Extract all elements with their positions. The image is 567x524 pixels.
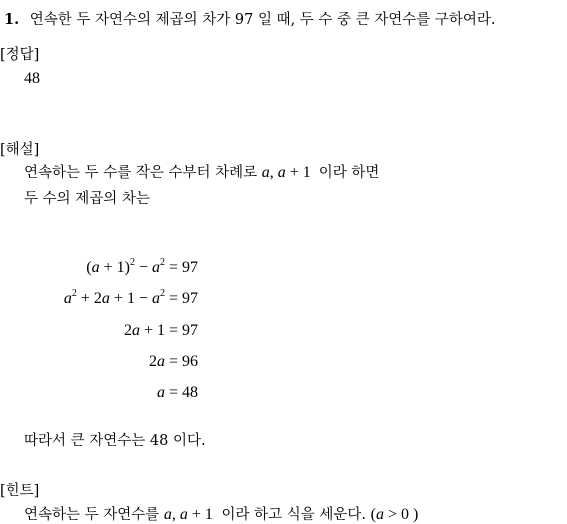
solution-line-1 bbox=[24, 161, 379, 182]
question-text: 연속한 두 자연수의 제곱의 차가 97 일 때, 두 수 중 큰 자연수를 구하여라. bbox=[29, 12, 496, 28]
solution-heading: [해설] bbox=[0, 142, 40, 158]
equation-4: 2a = 96 bbox=[148, 353, 198, 370]
question-number: 1. bbox=[4, 11, 20, 28]
hint-line bbox=[24, 503, 418, 524]
hint-condition: (a > 0 ) bbox=[370, 506, 419, 523]
solution-line-1-suffix: 이라 하면 bbox=[318, 165, 380, 181]
hint-text-suffix: 이라 하고 식을 세운다. bbox=[221, 507, 367, 523]
equation-3: 2a + 1 = 97 bbox=[123, 322, 198, 339]
hint-math: a, a + 1 bbox=[163, 506, 213, 523]
equation-5: a = 48 bbox=[156, 384, 198, 401]
answer-value: 48 bbox=[24, 70, 40, 87]
solution-line-1-math: a, a + 1 bbox=[261, 164, 311, 181]
hint-text-prefix: 연속하는 두 자연수를 bbox=[24, 507, 160, 523]
solution-line-1-prefix: 연속하는 두 수를 작은 수부터 차례로 bbox=[24, 165, 258, 181]
question-line bbox=[4, 8, 496, 29]
solution-conclusion: 따라서 큰 자연수는 48 이다. bbox=[24, 433, 206, 449]
equation-2: $a^2 + 2a + 1 - a^2 = 97$ bbox=[63, 288, 198, 307]
equation-1: $(a + 1)^2 - a^2 = 97$ bbox=[86, 257, 198, 276]
hint-heading: [힌트] bbox=[0, 483, 40, 499]
answer-heading: [정답] bbox=[0, 47, 40, 63]
solution-line-2: 두 수의 제곱의 차는 bbox=[24, 191, 150, 207]
